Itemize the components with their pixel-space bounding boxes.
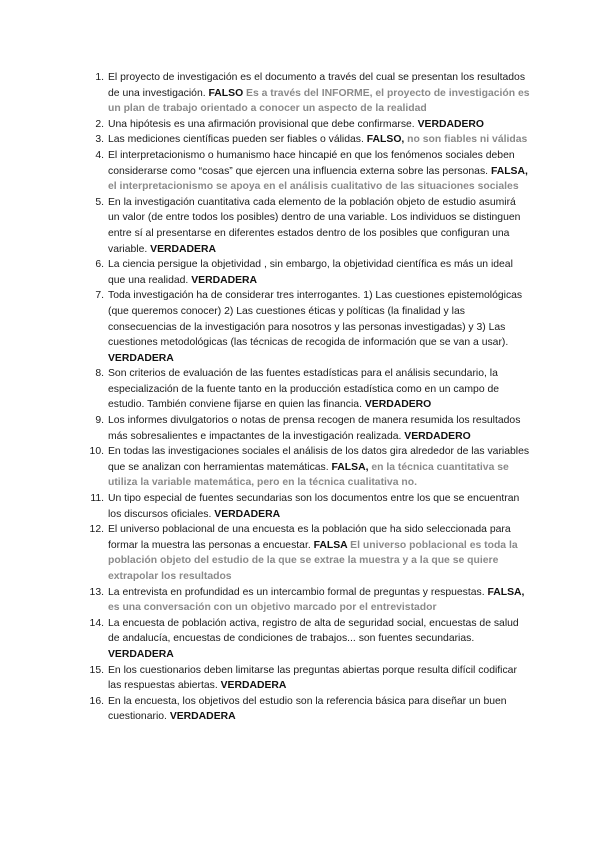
list-item bbox=[84, 70, 530, 117]
statement-text: Un tipo especial de fuentes secundarias son los documentos entre los que se encuentran los discursos oficiales. bbox=[108, 493, 520, 520]
explanation-text: en la técnica cuantitativa se utiliza la variable matemática, pero en la técnica cualitativa no. bbox=[108, 461, 509, 489]
list-item bbox=[84, 522, 530, 584]
answer-label: FALSA, bbox=[331, 461, 369, 473]
item-number: 10. bbox=[89, 446, 104, 458]
statement-text: Los informes divulgatorios o notas de prensa recogen de manera resumida los resultados más sobresalientes e impactantes de la investigación realizada. bbox=[108, 415, 521, 442]
statement-text: En la encuesta, los objetivos del estudio son la referencia básica para diseñar un buen cuestionario. bbox=[108, 695, 507, 723]
statement-text: El proyecto de investigación es el documento a través del cual se presentan los resultados de una investigación. bbox=[108, 72, 526, 99]
answer-label: FALSO bbox=[208, 87, 244, 99]
item-number: 8. bbox=[95, 368, 104, 380]
item-number: 11. bbox=[90, 493, 104, 505]
statement-text: El universo poblacional de una encuesta es la población que ha sido seleccionada para formar la muestra las personas a encuestar. bbox=[108, 524, 511, 551]
list-item bbox=[84, 148, 530, 195]
statement-text: La entrevista en profundidad es un intercambio formal de preguntas y respuestas. bbox=[108, 586, 488, 598]
item-number: 12. bbox=[89, 524, 104, 536]
answer-label: FALSA bbox=[313, 539, 348, 551]
answer-label: VERDADERA bbox=[169, 711, 236, 723]
answer-label: VERDADERA bbox=[108, 648, 174, 660]
statement-text: En todas las investigaciones sociales el análisis de los datos gira alrededor de las variables que se analizan con herramientas matemáticas. bbox=[108, 446, 530, 473]
statement-text: La ciencia persigue la objetividad , sin embargo, la objetividad científica es más un ideal que una realidad. bbox=[108, 259, 513, 286]
answer-label: VERDADERA bbox=[150, 243, 216, 255]
list-item bbox=[84, 257, 530, 288]
answer-label: VERDADERA bbox=[108, 352, 174, 364]
item-number: 16. bbox=[89, 695, 104, 707]
answer-label: FALSA, bbox=[487, 586, 525, 598]
list-item bbox=[84, 491, 530, 522]
answer-label: VERDADERO bbox=[404, 430, 471, 442]
statement-text: En la investigación cuantitativa cada elemento de la población objeto de estudio asumirá un valor (de entre todos los posibles) dentro de una variable. Los individuos se distinguen entre sí al presentarse en diferentes estados dentro de los posibles que configuran una variable. bbox=[108, 196, 521, 255]
list-item bbox=[84, 117, 530, 133]
explanation-text: Es a través del INFORME, el proyecto de investigación es un plan de trabajo orientado a conocer un aspecto de la realidad bbox=[108, 87, 530, 115]
list-item bbox=[84, 195, 530, 257]
item-number: 4. bbox=[95, 149, 104, 161]
statement-text: En los cuestionarios deben limitarse las preguntas abiertas porque resulta difícil codificar las respuestas abiertas. bbox=[108, 664, 517, 692]
item-number: 13. bbox=[89, 586, 104, 598]
explanation-text: el interpretacionismo se apoya en el análisis cualitativo de las situaciones sociales bbox=[108, 181, 519, 193]
statement-text: La encuesta de población activa, registro de alta de seguridad social, encuestas de salud de andalucía, encuestas de condiciones de trabajos... son fuentes secundarias. bbox=[108, 617, 519, 645]
statement-text: El interpretacionismo o humanismo hace hincapié en que los fenómenos sociales deben considerarse como “cosas” que ejercen una influencia externa sobre las personas. bbox=[108, 149, 515, 177]
statement-text: Una hipótesis es una afirmación provisional que debe confirmarse. bbox=[108, 118, 418, 130]
item-number: 15. bbox=[89, 664, 104, 676]
question-list bbox=[84, 70, 530, 725]
statement-text: Toda investigación ha de considerar tres interrogantes. 1) Las cuestiones epistemológicas (que queremos conocer) 2) Las cuestiones éticas y políticas (la finalidad y las consecuencias de la investigación para nosotros y las personas investigadas) y 3) Las cuestiones metodológicas (las técnicas de recogida de información que se van a usar). bbox=[108, 290, 523, 349]
list-item bbox=[84, 132, 530, 148]
list-item bbox=[84, 366, 530, 413]
list-item bbox=[84, 663, 530, 694]
item-number: 9. bbox=[95, 415, 104, 427]
item-number: 7. bbox=[95, 290, 104, 302]
answer-label: VERDADERA bbox=[191, 274, 258, 286]
list-item bbox=[84, 444, 530, 491]
answer-label: FALSO, bbox=[366, 134, 405, 146]
answer-label: VERDADERO bbox=[417, 118, 484, 130]
explanation-text: no son fiables ni válidas bbox=[404, 134, 528, 146]
list-item bbox=[84, 585, 530, 616]
list-item bbox=[84, 694, 530, 725]
item-number: 5. bbox=[95, 196, 104, 208]
item-number: 14. bbox=[89, 617, 104, 629]
item-number: 6. bbox=[95, 259, 104, 271]
explanation-text: El universo poblacional es toda la población objeto del estudio de la que se extrae la muestra y a la que se quiere extrapolar los resultados bbox=[108, 539, 518, 582]
statement-text: Son criterios de evaluación de las fuentes estadísticas para el análisis secundario, la especialización de la fuente tanto en la producción estadística como en un campo de estudio. También conviene fijarse en quien las financia. bbox=[108, 368, 500, 411]
answer-label: VERDADERA bbox=[220, 680, 287, 692]
item-number: 2. bbox=[95, 118, 104, 130]
list-item bbox=[84, 288, 530, 366]
explanation-text: es una conversación con un objetivo marcado por el entrevistador bbox=[108, 602, 437, 614]
list-item bbox=[84, 413, 530, 444]
item-number: 3. bbox=[95, 134, 104, 146]
answer-label: VERDADERA bbox=[214, 508, 281, 520]
item-number: 1. bbox=[95, 72, 104, 83]
answer-label: FALSA, bbox=[490, 165, 528, 177]
answer-label: VERDADERO bbox=[364, 399, 432, 411]
statement-text: Las mediciones científicas pueden ser fiables o válidas. bbox=[108, 134, 367, 146]
list-item bbox=[84, 616, 530, 663]
